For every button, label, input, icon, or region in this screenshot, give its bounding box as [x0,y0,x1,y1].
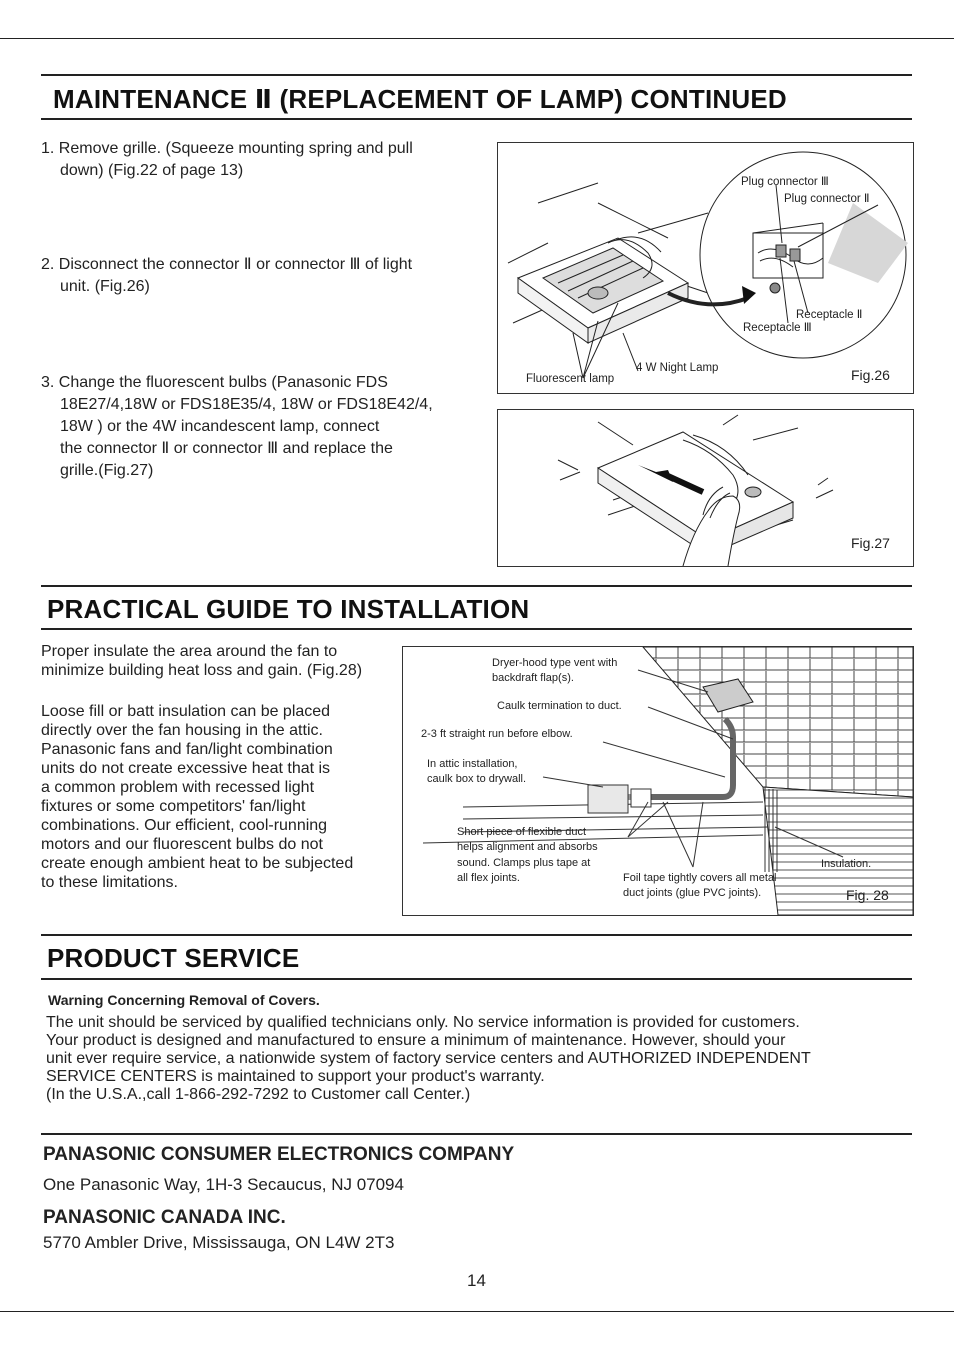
step-3-line-5: grille.(Fig.27) [60,462,154,479]
step-2-line-2: unit. (Fig.26) [60,278,150,295]
service-line-2: Your product is designed and manufactured to ensure a minimum of maintenance. However, should your [46,1032,786,1049]
label-attic-install-1: In attic installation, [427,758,518,770]
page-number: 14 [467,1271,486,1290]
service-line-1: The unit should be serviced by qualified technicians only. No service information is provided for customers. [46,1014,800,1031]
install-p2-line-8: motors and our fluorescent bulbs do not [41,836,323,853]
service-title: PRODUCT SERVICE [47,943,300,973]
label-short-duct-2: helps alignment and absorbs [457,841,598,853]
label-insulation: Insulation. [821,858,872,870]
maintenance-title: MAINTENANCE Ⅱ (REPLACEMENT OF LAMP) CONTINUED [53,84,787,114]
label-dryer-hood-1: Dryer-hood type vent with [492,657,618,669]
label-caulk-termination: Caulk termination to duct. [497,700,622,712]
service-warning-heading: Warning Concerning Removal of Covers. [48,992,320,1008]
label-night-lamp: 4 W Night Lamp [636,362,719,374]
step-2-line-1: 2. Disconnect the connector Ⅱ or connector Ⅲ of light [41,256,413,273]
label-straight-run: 2-3 ft straight run before elbow. [421,728,573,740]
step-3-line-3: 18W ) or the 4W incandescent lamp, connect [60,418,380,435]
canada-company-name: PANASONIC CANADA INC. [43,1207,286,1228]
install-p1-line-2: minimize building heat loss and gain. (Fig.28) [41,662,363,679]
step-1-line-1: 1. Remove grille. (Squeeze mounting spring and pull [41,140,413,157]
figure-26-drawing [498,143,913,393]
install-p2-line-6: fixtures or some competitors' fan/light [41,798,306,815]
step-3-line-4: the connector Ⅱ or connector Ⅲ and replace the [60,440,393,457]
install-p2-line-9: create enough ambient heat to be subjected [41,855,354,872]
figure-28 [402,646,914,916]
maintenance-rule-top [41,74,912,76]
label-plug-connector-3: Plug connector Ⅲ [741,176,829,188]
install-p2-line-10: to these limitations. [41,874,178,891]
service-body [46,1014,916,1104]
label-attic-install-2: caulk box to drywall. [427,773,527,785]
install-p2-line-7: combinations. Our efficient, cool-running [41,817,328,834]
maintenance-rule-bottom [41,118,912,120]
installation-title: PRACTICAL GUIDE TO INSTALLATION [47,594,530,624]
step-1-line-2: down) (Fig.22 of page 13) [60,162,244,179]
label-foil-tape-2: duct joints (glue PVC joints). [623,887,762,899]
install-p2-line-3: Panasonic fans and fan/light combination [41,741,333,758]
figure-28-label: Fig. 28 [846,887,889,903]
us-company-name: PANASONIC CONSUMER ELECTRONICS COMPANY [43,1144,515,1165]
installation-rule-top [41,585,912,587]
figure-27-label: Fig.27 [851,535,890,551]
label-dryer-hood-2: backdraft flap(s). [492,672,574,684]
top-page-rule [0,38,954,39]
figure-27 [497,409,914,567]
figure-26-label: Fig.26 [851,367,890,383]
bottom-page-rule [0,1311,954,1312]
service-rule-top [41,934,912,936]
install-p2-line-1: Loose fill or batt insulation can be placed [41,703,331,720]
install-p1-line-1: Proper insulate the area around the fan to [41,643,338,660]
step-1 [41,138,413,182]
service-line-3: unit ever require service, a nationwide system of factory service centers and AUTHORIZED INDEPENDENT [46,1050,811,1067]
install-p2-line-2: directly over the fan housing in the attic. [41,722,323,739]
installation-rule-bottom [41,628,912,630]
step-3-line-2: 18E27/4,18W or FDS18E35/4, 18W or FDS18E42/4, [60,396,433,413]
service-line-5: (In the U.S.A.,call 1-866-292-7292 to Customer call Center.) [46,1086,471,1103]
label-fluorescent-lamp: Fluorescent lamp [526,373,615,385]
service-line-4: SERVICE CENTERS is maintained to support your product's warranty. [46,1068,545,1085]
figure-26 [497,142,914,394]
step-3-line-1: 3. Change the fluorescent bulbs (Panasonic FDS [41,374,388,391]
label-foil-tape-1: Foil tape tightly covers all metal [623,872,777,884]
install-paragraph-1 [41,642,362,680]
label-short-duct-1: Short piece of flexible duct [457,826,587,838]
label-receptacle-2: Receptacle Ⅱ [796,309,863,321]
us-company-address: One Panasonic Way, 1H-3 Secaucus, NJ 07094 [43,1175,404,1194]
label-receptacle-3: Receptacle Ⅲ [743,322,812,334]
label-short-duct-4: all flex joints. [457,872,520,884]
company-rule [41,1133,912,1135]
label-plug-connector-2: Plug connector Ⅱ [784,193,870,205]
service-rule-bottom [41,978,912,980]
step-3 [41,372,433,482]
canada-company-address: 5770 Ambler Drive, Mississauga, ON L4W 2T3 [43,1233,395,1252]
label-short-duct-3: sound. Clamps plus tape at [457,857,591,869]
install-p2-line-5: a common problem with recessed light [41,779,315,796]
install-paragraph-2 [41,702,353,892]
step-2 [41,254,412,298]
install-p2-line-4: units do not create excessive heat that is [41,760,331,777]
